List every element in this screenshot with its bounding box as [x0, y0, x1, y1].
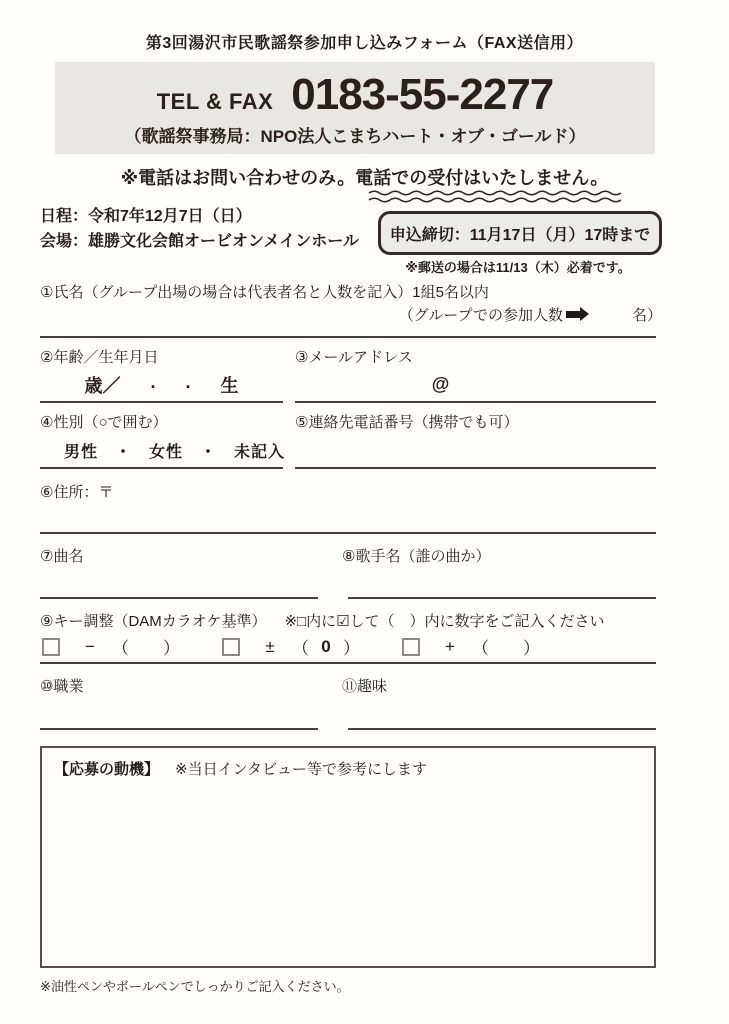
event-venue: 会場：雄勝文化会館オービオンメインホール	[40, 233, 359, 250]
key-plusminus-value: 0	[321, 636, 331, 656]
email-field-label: ③メールアドレス	[295, 349, 413, 366]
phone-field-label: ⑤連絡先電話番号（携帯でも可）	[295, 414, 519, 431]
song-write-line	[40, 597, 318, 599]
section-divider	[40, 662, 656, 664]
birth-suffix: 生	[220, 376, 239, 396]
motivation-box	[40, 746, 656, 968]
key-adjust-row	[40, 610, 605, 631]
key-adjust-label: ⑨キー調整（DAMカラオケ基準）	[40, 613, 267, 630]
artist-field-label: ⑧歌手名（誰の曲か）	[342, 548, 491, 565]
key-plus-symbol: +	[445, 636, 455, 656]
occupation-field-label: ⑩職業	[40, 678, 84, 695]
wavy-underline-icon	[368, 189, 622, 204]
group-count-row	[399, 304, 662, 325]
age-field-label: ②年齢／生年月日	[40, 349, 159, 366]
age-write-line	[40, 401, 283, 403]
occupation-write-line	[40, 728, 318, 730]
gender-write-line	[40, 467, 283, 469]
phone-number: 0183-55-2277	[291, 69, 554, 119]
name-field-label: ①氏名（グループ出場の場合は代表者名と人数を記入）1組5名以内	[40, 284, 489, 301]
deadline-text: 申込締切：11月17日（月）17時まで	[389, 226, 651, 244]
event-date: 日程：令和7年12月7日（日）	[40, 208, 252, 225]
song-field-label: ⑦曲名	[40, 548, 84, 565]
name-write-line	[40, 336, 656, 338]
group-count-suffix: 名）	[631, 307, 662, 324]
group-count-prefix: （グループでの参加人数	[398, 307, 563, 324]
phone-notice: ※電話はお問い合わせのみ。電話での受付はいたしません。	[120, 168, 609, 188]
checkbox-minus-icon[interactable]	[42, 638, 60, 656]
office-line: （歌謡祭事務局：NPO法人こまちハート・オブ・ゴールド）	[124, 126, 586, 146]
tel-fax-label: TEL & FAX	[156, 88, 274, 114]
motivation-label: 【応募の動機】	[54, 761, 160, 778]
key-option-minus	[42, 634, 180, 659]
address-field-label: ⑥住所：〒	[40, 484, 114, 501]
contact-banner	[55, 62, 655, 154]
age-unit: 歳／	[84, 376, 121, 396]
motivation-header	[54, 758, 642, 779]
deadline-box	[378, 211, 662, 255]
email-write-line	[295, 401, 656, 403]
age-answer-template	[40, 372, 283, 398]
paren-close: ）	[343, 639, 360, 658]
phone-write-line	[295, 467, 656, 469]
phone-row	[157, 70, 554, 120]
hobby-field-label: ⑪趣味	[342, 678, 388, 695]
pen-note: ※油性ペンやボールペンでしっかりご記入ください。	[40, 979, 350, 994]
arrow-right-icon	[566, 311, 580, 318]
birthdate-dot: .	[150, 372, 156, 392]
key-options-row	[42, 634, 540, 659]
gender-options: 男性 ・ 女性 ・ 未記入	[64, 444, 286, 461]
key-plusminus-symbol: ±	[265, 636, 275, 656]
key-adjust-note: ※□内に☑して（ ）内に数字をご記入ください	[284, 613, 605, 630]
paren-open: （	[472, 639, 489, 658]
paren-close: ）	[523, 639, 540, 658]
key-option-plusminus	[222, 634, 360, 659]
email-at-sign: @	[431, 374, 450, 394]
mail-deadline-note: ※郵送の場合は11/13（木）必着です。	[405, 260, 631, 275]
paren-close: ）	[163, 639, 180, 658]
motivation-note: ※当日インタビュー等で参考にします	[175, 761, 427, 778]
checkbox-plusminus-icon[interactable]	[222, 638, 240, 656]
address-write-line	[40, 532, 656, 534]
birthdate-dot: .	[185, 372, 191, 392]
paren-open: （	[292, 639, 309, 658]
paren-open: （	[112, 639, 129, 658]
checkbox-plus-icon[interactable]	[402, 638, 420, 656]
key-option-plus	[402, 634, 540, 659]
gender-field-label: ④性別（○で囲む）	[40, 414, 168, 431]
key-minus-symbol: −	[85, 636, 95, 656]
form-title: 第3回湯沢市民歌謡祭参加申し込みフォーム（FAX送信用）	[145, 35, 584, 52]
artist-write-line	[348, 597, 656, 599]
hobby-write-line	[348, 728, 656, 730]
